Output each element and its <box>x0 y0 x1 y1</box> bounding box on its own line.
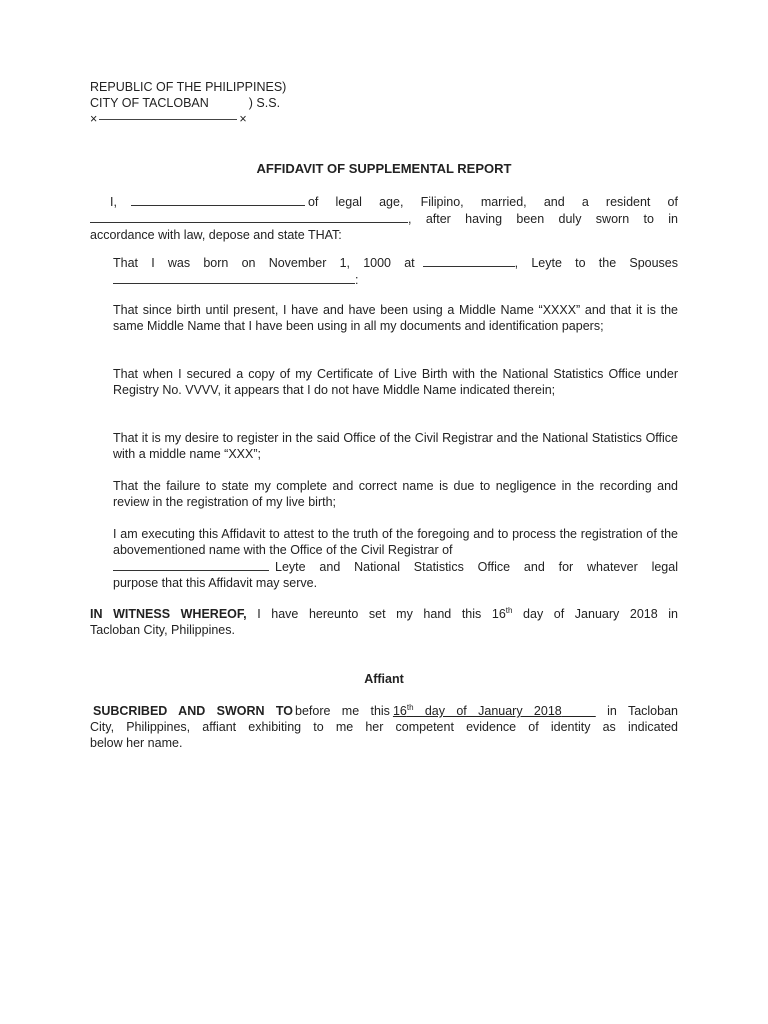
birth-leyte: , Leyte to the Spouses <box>514 256 678 270</box>
witness-text-b: day of January 2018 in <box>512 607 678 621</box>
birth-text: That I was born on November 1, 1000 at <box>113 256 415 270</box>
subscribed-before: before me this <box>295 704 390 718</box>
intro-paragraph <box>90 193 678 243</box>
birth-line-2 <box>113 271 678 288</box>
desire-statement: That it is my desire to register in the said Office of the Civil Registrar and the National Statistics Office with a middle name “XXX”; <box>113 431 678 461</box>
affiant-label: Affiant <box>364 672 404 686</box>
failure-statement: That the failure to state my complete and correct name is due to negligence in the recording and review in the registration of my live birth; <box>113 479 678 509</box>
document-title: AFFIDAVIT OF SUPPLEMENTAL REPORT <box>256 161 512 176</box>
intro-line-3: accordance with law, depose and state THAT: <box>90 228 342 242</box>
witness-lead: IN WITNESS WHEREOF, <box>90 607 247 621</box>
subscribed-lead: SUBCRIBED AND SWORN TO <box>93 704 293 718</box>
witness-line-2: Tacloban City, Philippines. <box>90 623 235 637</box>
residence-blank[interactable] <box>90 210 408 223</box>
execution-text: I am executing this Affidavit to attest to the truth of the foregoing and to process the registration of the abovementioned name with the Office of the Civil Registrar of <box>113 527 678 557</box>
subscribed-date-rest: day of January 2018 <box>413 704 562 718</box>
birth-statement <box>113 254 678 288</box>
execution-statement <box>113 526 678 591</box>
venue-header <box>90 79 390 127</box>
birth-line-1 <box>113 254 678 271</box>
certificate-statement: That when I secured a copy of my Certificate of Live Birth with the National Statistics Office under Registry No. VVVV, it appears that I do not have Middle Name indicated therein; <box>113 367 678 397</box>
birth-colon: : <box>355 273 359 287</box>
city-name: CITY OF TACLOBAN <box>90 96 209 110</box>
witness-sup: th <box>505 605 513 615</box>
divider-rule <box>99 119 237 120</box>
execution-line-3 <box>113 558 678 575</box>
subscribed-line-2: City, Philippines, affiant exhibiting to me her competent evidence of identity as indicated <box>90 720 678 734</box>
subscribed-date-day: 16 <box>392 704 407 718</box>
registrar-blank[interactable] <box>113 558 269 571</box>
subscribed-sup: th <box>406 702 414 712</box>
birthplace-blank[interactable] <box>423 254 515 267</box>
subscribed-line-1 <box>90 703 678 719</box>
subscribed-paragraph <box>90 703 678 751</box>
witness-paragraph <box>90 606 678 638</box>
city-line <box>90 95 390 111</box>
ss-label: ) S.S. <box>248 96 281 110</box>
republic-line: REPUBLIC OF THE PHILIPPINES) <box>90 80 287 94</box>
intro-line-1 <box>90 193 678 210</box>
intro-after: , after having been duly sworn to in <box>408 212 678 226</box>
subscribed-date <box>393 704 596 718</box>
intro-legal-age: of legal age, Filipino, married, and a resident of <box>307 195 678 209</box>
intro-i: I, <box>110 195 117 209</box>
witness-line-1 <box>90 606 678 622</box>
witness-text-a: I have hereunto set my hand this 16 <box>246 607 506 621</box>
execution-leyte: Leyte and National Statistics Office and for whatever legal <box>275 560 678 574</box>
execution-line-4: purpose that this Affidavit may serve. <box>113 576 318 590</box>
x-mark-right: × <box>239 112 247 126</box>
spouses-blank[interactable] <box>113 271 355 284</box>
x-divider <box>90 111 390 127</box>
subscribed-after: in Tacloban <box>595 704 678 718</box>
x-mark-left: × <box>90 112 98 126</box>
intro-line-2 <box>90 210 678 227</box>
name-blank[interactable] <box>131 193 305 206</box>
subscribed-line-3: below her name. <box>90 736 183 750</box>
middle-name-statement: That since birth until present, I have and have been using a Middle Name “XXXX” and that it is the same Middle Name that I have been using in all my documents and identification papers; <box>113 303 678 333</box>
